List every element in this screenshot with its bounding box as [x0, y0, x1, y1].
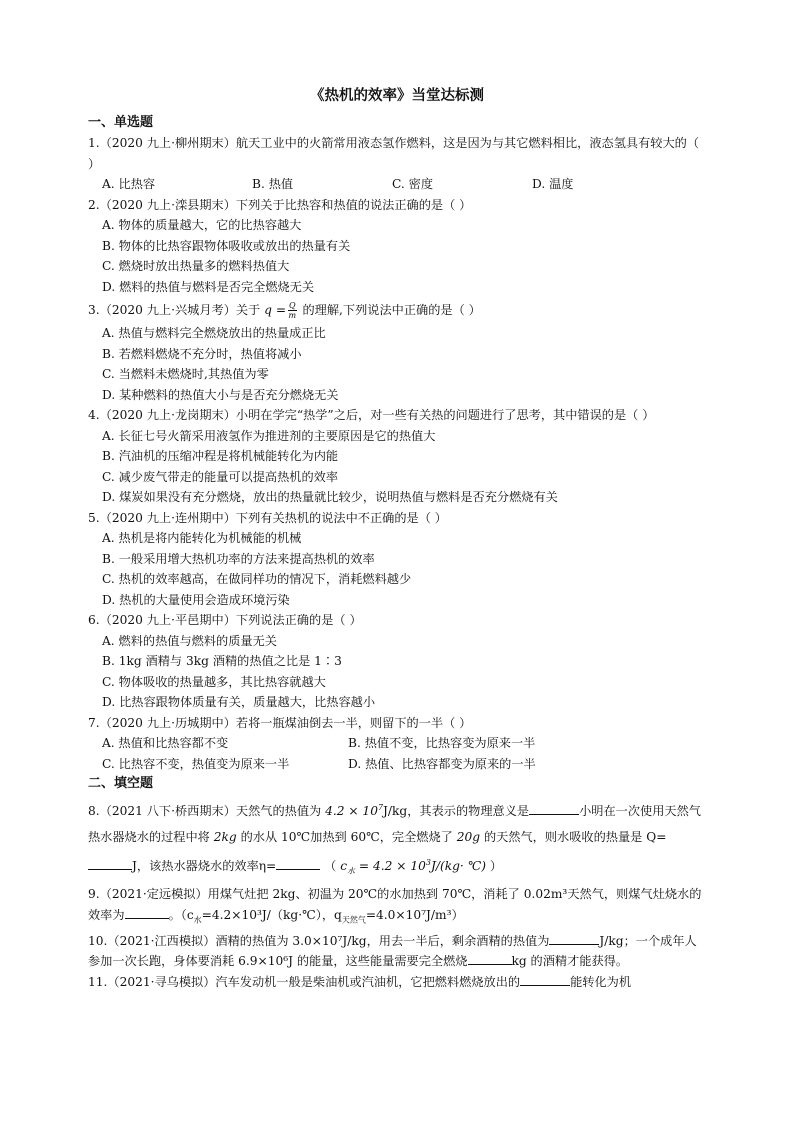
fraction-denominator: m	[288, 311, 297, 320]
q8-part4: 的天然气，则水吸收的热量是 Q=	[483, 829, 667, 844]
option-d[interactable]: D. 热值、比热容都变为原来的一半	[348, 756, 536, 771]
formula-fraction	[288, 301, 297, 320]
q8-part2: 小明在一次使用天然气热水器烧水的过程中将	[88, 803, 701, 844]
q11-part1: 11.（2021·寻乌模拟）汽车发动机一般是柴油机或汽油机，它把燃料燃烧放出的	[88, 974, 521, 989]
question-6	[88, 610, 706, 713]
q10-blank-mass[interactable]	[468, 951, 512, 965]
q10-blank-heat-value[interactable]	[549, 931, 599, 945]
option-a[interactable]: A. 燃料的热值与燃料的质量无关	[102, 633, 277, 648]
q8-heat-unit: J/kg，其表示的物理意义是	[383, 803, 530, 818]
question-2-text: 2.（2020 九上·滦县期末）下列关于比热容和热值的说法正确的是（ ）	[88, 197, 472, 212]
option-a[interactable]: A. 热值与燃料完全燃烧放出的热量成正比	[102, 326, 326, 340]
q8-part3: 的水从 10℃加热到 60℃，完全燃烧了	[240, 829, 453, 844]
question-4	[88, 405, 706, 508]
option-a[interactable]: A. 热值和比热容都不变	[102, 736, 229, 750]
question-7	[88, 713, 706, 775]
q8-part5: J，该热水器烧水的效率η=	[132, 858, 277, 873]
q10-part1: 10.（2021·江西模拟）酒精的热值为 3.0×10⁷J/kg，用去一半后，剩余酒精的热值为	[88, 933, 550, 948]
option-a[interactable]: A. 物体的质量越大，它的比热容越大	[102, 218, 302, 232]
question-10	[88, 931, 706, 972]
worksheet-page	[88, 86, 706, 992]
option-d[interactable]: D. 温度	[532, 177, 574, 191]
question-1-text: 1.（2020 九上·柳州期末）航天工业中的火箭常用液态氢作燃料，这是因为与其它燃料相比，液态氢具有较大的（ ）	[88, 136, 700, 171]
option-b[interactable]: B. 物体的比热容跟物体吸收或放出的热量有关	[102, 238, 351, 253]
q8-blank-efficiency[interactable]	[276, 856, 320, 870]
q8-mass-gas: 20g	[456, 829, 481, 844]
question-8-text	[88, 795, 706, 885]
q8-c-sub: 水	[347, 866, 356, 876]
option-c[interactable]: C. 减少废气带走的能量可以提高热机的效率	[102, 469, 339, 484]
section-single-choice: 一、单选题	[88, 114, 154, 130]
q8-part1: 8.（2021 八下·桥西期末）天然气的热值为	[88, 803, 322, 818]
q9-part3: =4.2×10³J/（kg·℃），q	[201, 907, 342, 922]
option-d[interactable]: D. 比热容跟物体质量有关，质量越大，比热容越小	[102, 695, 376, 709]
q10-part2: J/kg；一个成年人参加一次长跑，身体要消耗 6.9×10⁶J 的能量，这些能量需要完全燃烧	[88, 933, 697, 968]
option-c[interactable]: C. 比热容不变，热值变为原来一半	[102, 756, 290, 771]
q9-part1: 9.（2021·定远模拟）用煤气灶把 2kg、初温为 20℃的水加热到 70℃，消耗了 0.02m³天然气，则煤气灶烧水的效率为	[88, 887, 702, 922]
option-a[interactable]: A. 热机是将内能转化为机械能的机械	[102, 531, 302, 545]
q8-blank-heat[interactable]	[88, 856, 132, 870]
question-5	[88, 508, 706, 611]
question-6-text: 6.（2020 九上·平邑期中）下列说法正确的是（ ）	[88, 613, 362, 627]
page-title: 《热机的效率》当堂达标测	[310, 87, 484, 104]
q9-sub-gas: 天然气	[341, 915, 366, 924]
option-c[interactable]: C. 燃烧时放出热量多的燃料热值大	[102, 259, 290, 273]
q11-part2: 能转化为机	[570, 974, 632, 989]
question-9	[88, 884, 706, 930]
option-b[interactable]: B. 热值不变，比热容变为原来一半	[348, 736, 536, 750]
question-2	[88, 195, 706, 298]
question-11-text	[88, 972, 706, 993]
option-d[interactable]: D. 热机的大量使用会造成环境污染	[102, 592, 290, 607]
q9-blank-efficiency[interactable]	[125, 905, 169, 919]
q8-heat-value-base: 4.2 × 10	[325, 803, 378, 818]
q8-c-value: = 4.2 × 10	[358, 858, 426, 873]
question-3	[88, 297, 706, 405]
q8-mass-water: 2kg	[213, 829, 237, 844]
q8-specific-heat	[340, 857, 487, 876]
q8-c-unit: J/(kg· ℃)	[430, 858, 487, 873]
q8-heat-value	[325, 804, 383, 818]
option-d[interactable]: D. 煤炭如果没有充分燃烧，放出的热量就比较少，说明热值与燃料是否充分燃烧有关	[102, 490, 558, 504]
question-11	[88, 972, 706, 993]
question-10-text	[88, 931, 706, 972]
q8-blank-meaning[interactable]	[529, 801, 579, 815]
q9-part2: 。（c	[168, 907, 194, 922]
question-7-options-row2	[102, 754, 706, 775]
option-a[interactable]: A. 长征七号火箭采用液氢作为推进剂的主要原因是它的热值大	[102, 428, 436, 443]
question-1-options	[102, 174, 706, 195]
option-a[interactable]: A. 比热容	[102, 177, 156, 191]
question-8	[88, 795, 706, 885]
question-1	[88, 133, 706, 195]
option-b[interactable]: B. 一般采用增大热机功率的方法来提高热机的效率	[102, 551, 375, 566]
fraction-numerator: Q	[289, 301, 296, 310]
option-b[interactable]: B. 汽油机的压缩冲程是将机械能转化为内能	[102, 449, 339, 463]
q8-paren-close: ）	[489, 858, 503, 873]
question-3-prefix: 3.（2020 九上·兴城月考）关于	[88, 303, 261, 317]
q10-part3: kg 的酒精才能获得。	[511, 954, 629, 968]
question-3-suffix: 的理解,下列说法中正确的是（ ）	[302, 303, 481, 317]
section-fill-blank: 二、填空题	[88, 776, 154, 791]
question-5-text: 5.（2020 九上·连州期中）下列有关热机的说法中不正确的是（ ）	[88, 510, 447, 525]
q8-heat-value-exp: 7	[377, 802, 384, 812]
option-c[interactable]: C. 密度	[392, 177, 434, 191]
option-b[interactable]: B. 1kg 酒精与 3kg 酒精的热值之比是 1∶3	[102, 654, 342, 668]
q8-paren-open: （	[324, 858, 337, 873]
option-d[interactable]: D. 某种燃料的热值大小与是否充分燃烧无关	[102, 387, 339, 402]
q9-part4: =4.0×10⁷J/m³）	[365, 907, 464, 922]
option-b[interactable]: B. 热值	[252, 177, 294, 191]
q8-c-exp: 3	[425, 857, 431, 867]
question-9-text	[88, 884, 706, 930]
q11-blank-energy[interactable]	[520, 972, 570, 986]
option-d[interactable]: D. 燃料的热值与燃料是否完全燃烧无关	[102, 279, 315, 294]
option-b[interactable]: B. 若燃料燃烧不充分时，热值将减小	[102, 346, 302, 361]
question-3-text	[88, 297, 706, 323]
question-4-text: 4.（2020 九上·龙岗期末）小明在学完“热学”之后，对一些有关热的问题进行了思考，其中错误的是（ ）	[88, 408, 655, 422]
option-c[interactable]: C. 热机的效率越高，在做同样功的情况下，消耗燃料越少	[102, 572, 412, 586]
q9-sub-water: 水	[193, 915, 202, 924]
option-c[interactable]: C. 当燃料未燃烧时,其热值为零	[102, 367, 269, 381]
question-7-options-row1	[102, 733, 706, 754]
option-c[interactable]: C. 物体吸收的热量越多，其比热容就越大	[102, 674, 326, 689]
question-7-text: 7.（2020 九上·历城期中）若将一瓶煤油倒去一半，则留下的一半（ ）	[88, 715, 472, 730]
formula-q: q =	[264, 303, 287, 317]
q8-c: c	[340, 858, 348, 873]
